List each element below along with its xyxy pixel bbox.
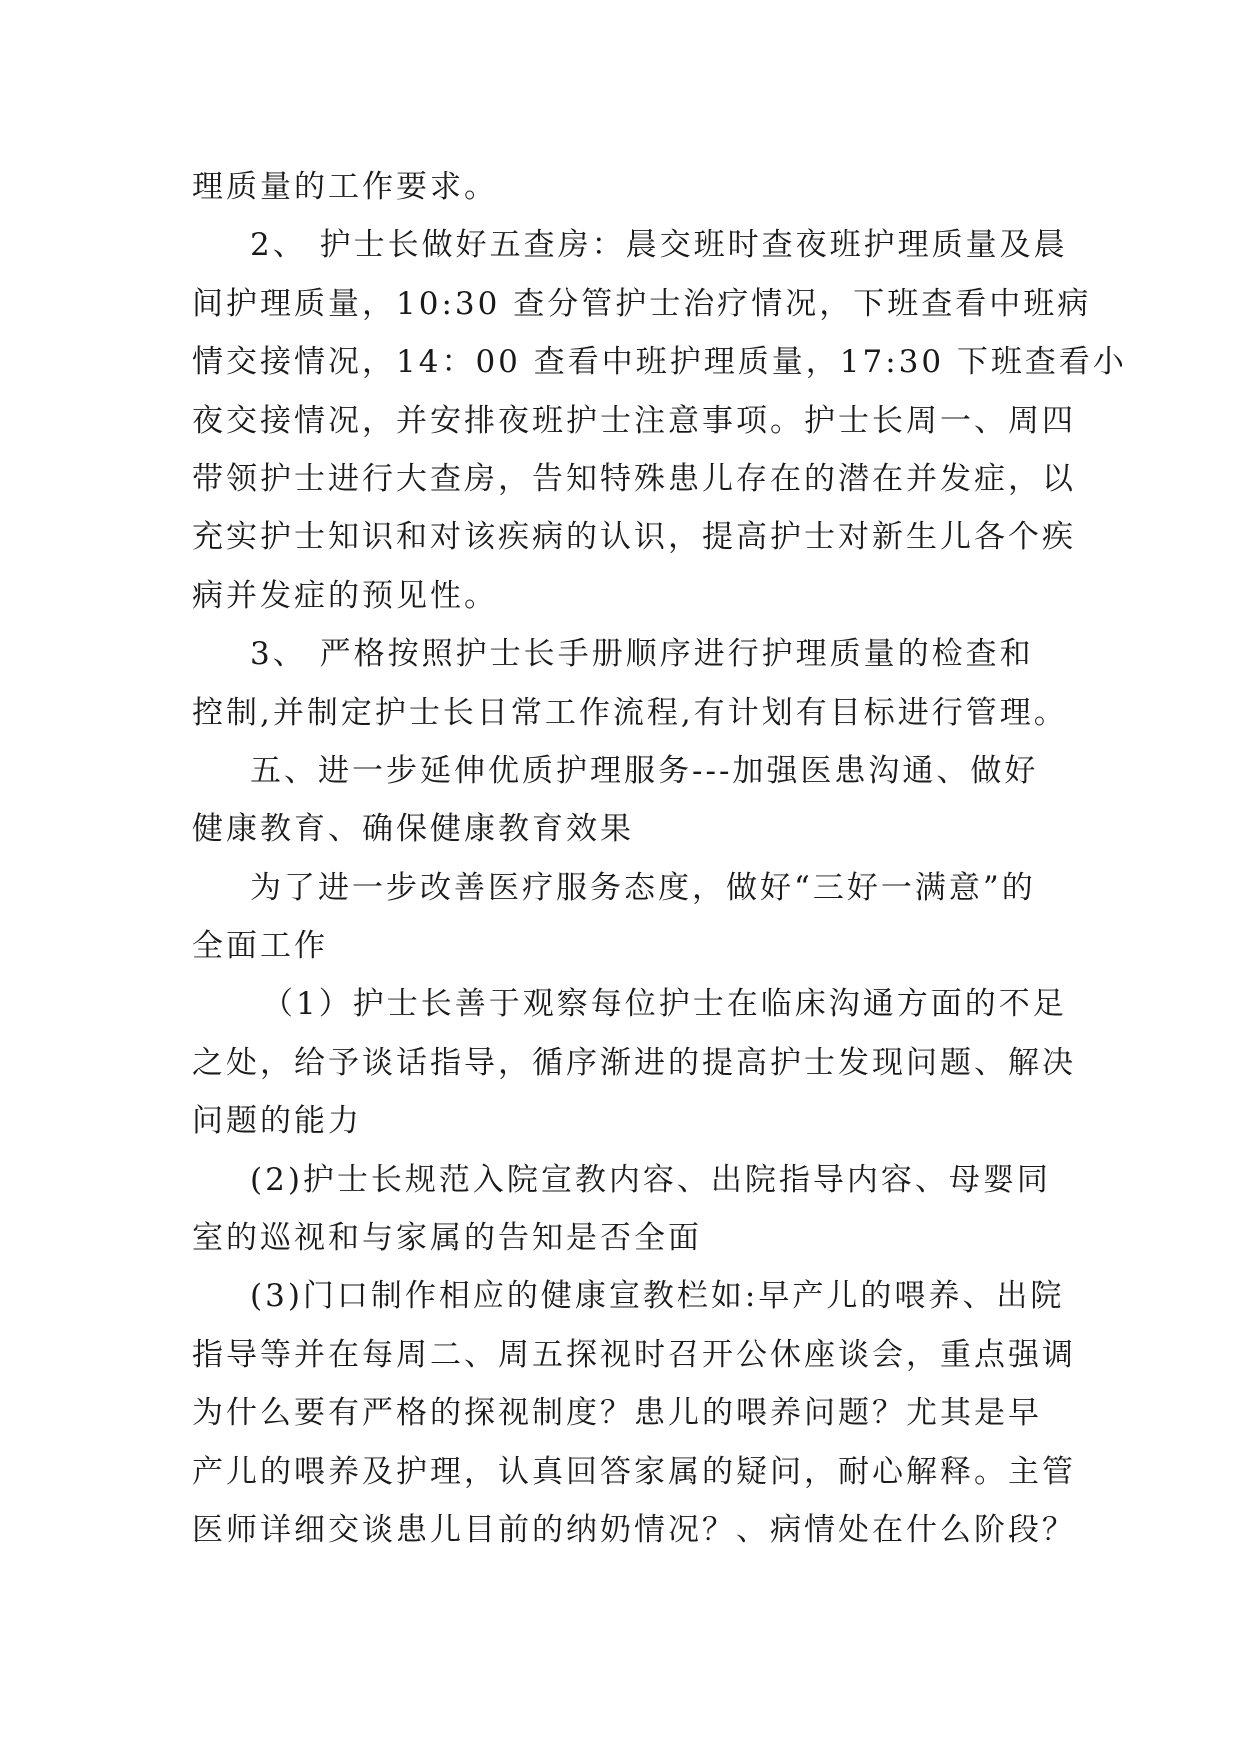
text-line: 3、 严格按照护士长手册顺序进行护理质量的检查和 [250, 636, 1034, 673]
text-line: 控制,并制定护士长日常工作流程,有计划有目标进行管理。 [192, 694, 1068, 731]
text-line: 2、 护士长做好五查房：晨交班时查夜班护理质量及晨 [250, 227, 1068, 264]
text-line: (3)门口制作相应的健康宣教栏如:早产儿的喂养、出院 [250, 1278, 1065, 1315]
text-line: 室的巡视和与家属的告知是否全面 [192, 1220, 702, 1257]
text-line: 间护理质量，10:30 查分管护士治疗情况，下班查看中班病 [192, 285, 1092, 322]
text-line: (2)护士长规范入院宣教内容、出院指导内容、母婴同 [250, 1161, 1051, 1198]
text-line: 健康教育、确保健康教育效果 [192, 811, 634, 848]
text-line: 带领护士进行大查房，告知特殊患儿存在的潜在并发症，以 [192, 460, 1076, 497]
text-line: 为了进一步改善医疗服务态度，做好“三好一满意”的 [250, 869, 1036, 906]
text-line: 充实护士知识和对该疾病的认识，提高护士对新生儿各个疾 [192, 519, 1076, 556]
text-line: 指导等并在每周二、周五探视时召开公休座谈会，重点强调 [192, 1336, 1076, 1373]
text-line: （1）护士长善于观察每位护士在临床沟通方面的不足 [262, 986, 1067, 1023]
text-line: 情交接情况，14：00 查看中班护理质量，17:30 下班查看小 [192, 344, 1127, 381]
text-line: 为什么要有严格的探视制度？患儿的喂养问题？尤其是早 [192, 1395, 1042, 1432]
text-line: 问题的能力 [192, 1103, 362, 1140]
text-line: 理质量的工作要求。 [192, 169, 498, 205]
text-line: 产儿的喂养及护理，认真回答家属的疑问，耐心解释。主管 [192, 1453, 1076, 1490]
text-line: 医师详细交谈患儿目前的纳奶情况？、病情处在什么阶段？ [192, 1511, 1076, 1548]
text-line: 五、进一步延伸优质护理服务---加强医患沟通、做好 [250, 752, 1039, 789]
document-page [192, 158, 1127, 1559]
text-line: 夜交接情况，并安排夜班护士注意事项。护士长周一、周四 [192, 402, 1076, 439]
text-line: 病并发症的预见性。 [192, 577, 498, 614]
text-line: 全面工作 [192, 928, 328, 965]
text-line: 之处，给予谈话指导，循序渐进的提高护士发现问题、解决 [192, 1044, 1076, 1081]
